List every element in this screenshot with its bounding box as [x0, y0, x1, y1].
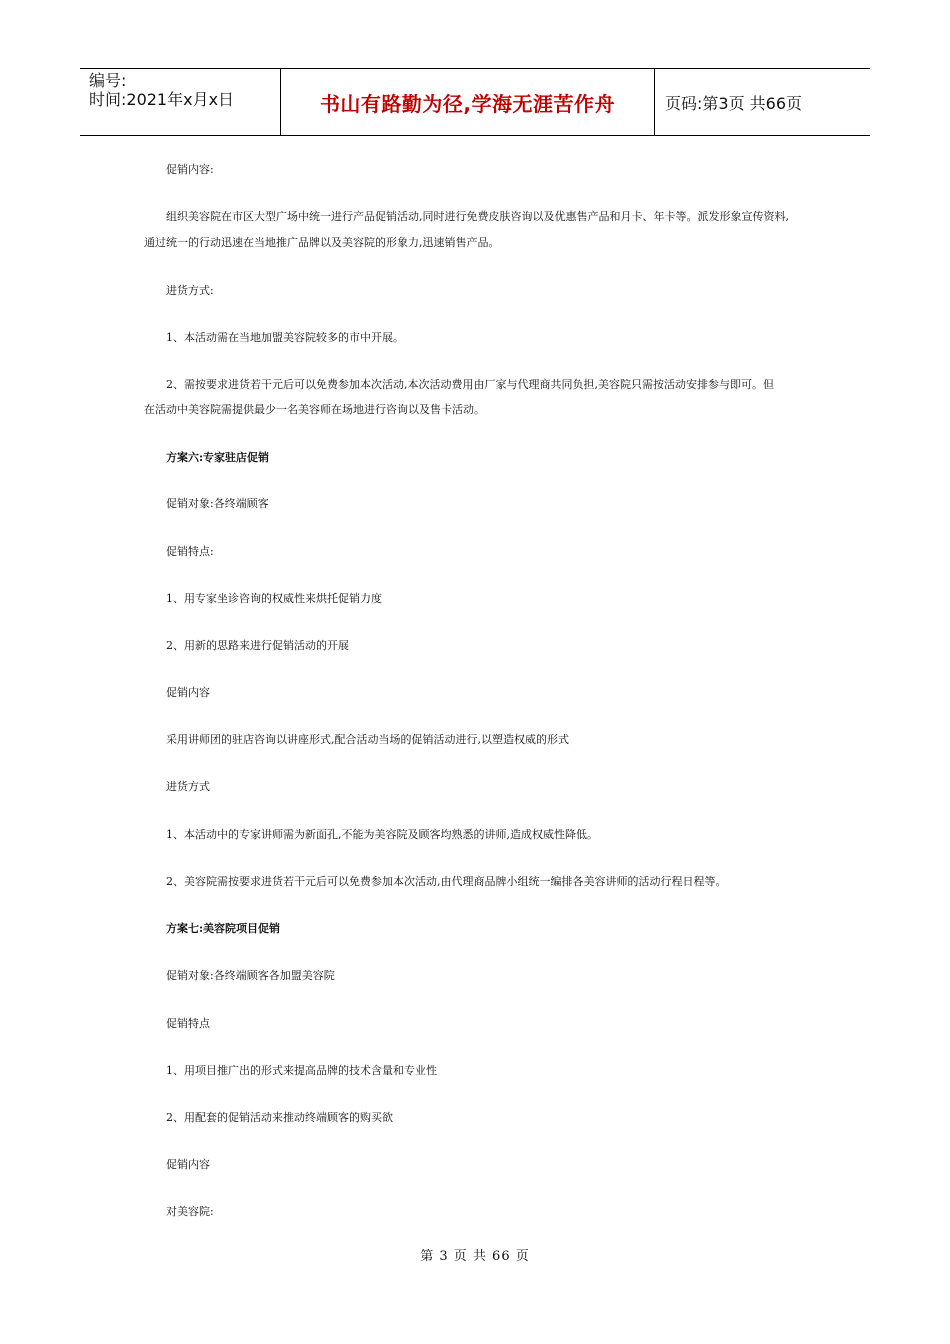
paragraph-purchase-item-1: 1、本活动需在当地加盟美容院较多的市中开展。: [166, 331, 404, 344]
paragraph-feature-1-b: 1、用项目推广出的形式来提高品牌的技术含量和专业性: [166, 1064, 437, 1077]
paragraph-promo-content-heading-2: 促销内容: [166, 686, 210, 699]
paragraph-purchase-method-heading: 进货方式:: [166, 284, 214, 297]
paragraph-purchase-item-2-line1: 2、需按要求进货若干元后可以免费参加本次活动,本次活动费用由厂家与代理商共同负担,美容院只需按活动安排参与即可。但: [166, 378, 774, 391]
header-motto: 书山有路勤为径,学海无涯苦作舟: [319, 92, 616, 116]
header-time-label: 时间:2021年x月x日: [89, 90, 235, 109]
paragraph-promo-features-heading-2: 促销特点: [166, 1017, 210, 1030]
paragraph-feature-1: 1、用专家坐诊咨询的权威性来烘托促销力度: [166, 592, 382, 605]
paragraph-feature-2-b: 2、用配套的促销活动来推动终端顾客的购买欲: [166, 1111, 393, 1124]
paragraph-promo-features-heading: 促销特点:: [166, 545, 214, 558]
section-heading-plan-seven: 方案七:美容院项目促销: [166, 922, 281, 935]
paragraph-purchase-method-heading-2: 进货方式: [166, 780, 210, 793]
paragraph-purchase-item-2-b: 2、美容院需按要求进货若干元后可以免费参加本次活动,由代理商品牌小组统一编排各美容讲师的活动行程日程等。: [166, 875, 727, 888]
header-code-label: 编号:: [89, 71, 127, 90]
header-page-number: 页码:第3页 共66页: [665, 94, 803, 113]
section-heading-plan-six: 方案六:专家驻店促销: [166, 451, 270, 464]
paragraph-feature-2: 2、用新的思路来进行促销活动的开展: [166, 639, 349, 652]
paragraph-for-salons: 对美容院:: [166, 1205, 214, 1218]
paragraph-promo-content-body: 采用讲师团的驻店咨询以讲座形式,配合活动当场的促销活动进行,以塑造权威的形式: [166, 733, 569, 746]
paragraph-purchase-item-2-line2: 在活动中美容院需提供最少一名美容师在场地进行咨询以及售卡活动。: [144, 403, 485, 416]
paragraph-promo-content-heading-3: 促销内容: [166, 1158, 210, 1171]
page-footer-number: 第 3 页 共 66 页: [420, 1249, 530, 1264]
paragraph-promo-content-line2: 通过统一的行动迅速在当地推广品牌以及美容院的形象力,迅速销售产品。: [144, 236, 500, 249]
paragraph-promo-content-heading: 促销内容:: [166, 163, 214, 176]
paragraph-promo-content-line1: 组织美容院在市区大型广场中统一进行产品促销活动,同时进行免费皮肤咨询以及优惠售产品和月卡、年卡等。派发形象宣传资料,: [166, 210, 789, 223]
paragraph-promo-target-2: 促销对象:各终端顾客各加盟美容院: [166, 969, 335, 982]
paragraph-purchase-item-1-b: 1、本活动中的专家讲师需为新面孔,不能为美容院及顾客均熟悉的讲师,造成权威性降低。: [166, 828, 598, 841]
paragraph-promo-target: 促销对象:各终端顾客: [166, 497, 269, 510]
